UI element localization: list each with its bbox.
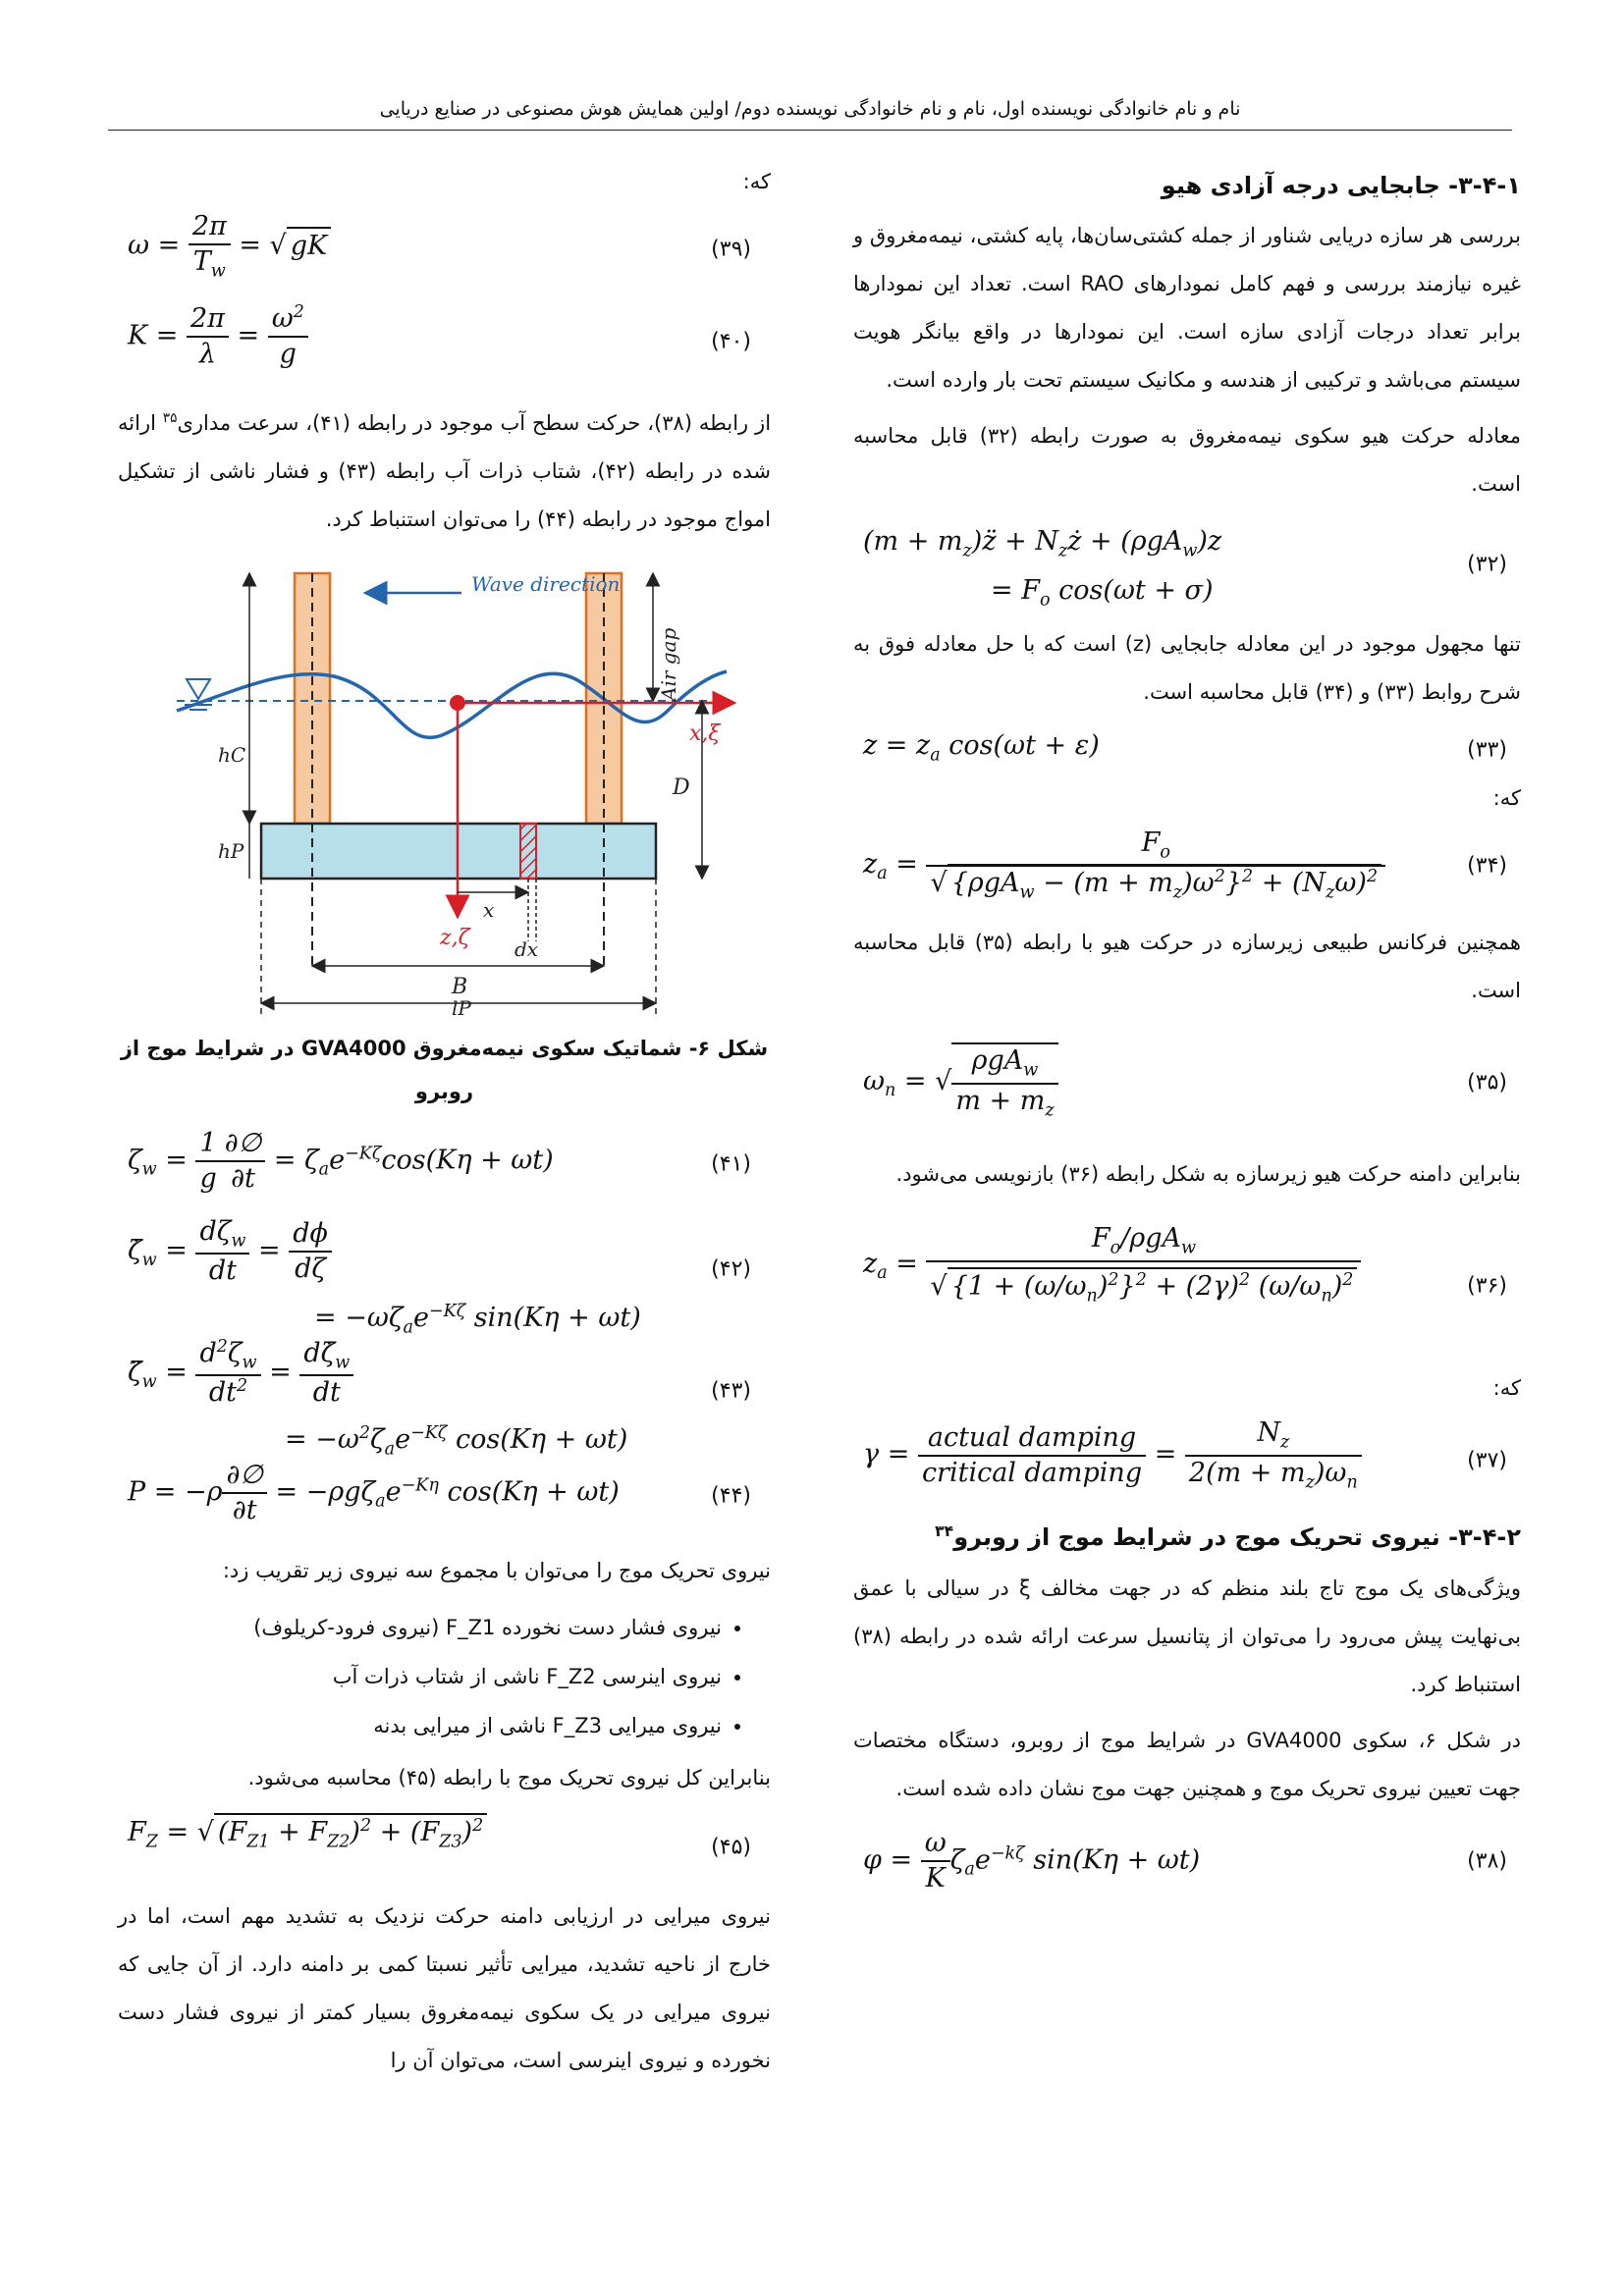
paragraph-three-forces: نیروی تحریک موج را می‌توان با مجموع سه نیروی زیر تقریب زد:: [222, 1559, 771, 1582]
equation-number-44: (۴۴): [711, 1483, 751, 1509]
strip-dx: [520, 824, 536, 879]
water-level-symbol: [187, 679, 210, 699]
paragraph-figure6-ref: در شکل ۶، سکوی GVA4000 در شرایط موج از روبرو، دستگاه مختصات جهت تعیین نیروی تحریک موج و همچنین جهت موج نشان داده شده است.: [853, 1728, 1521, 1800]
label-D: D: [673, 775, 690, 800]
paragraph-unknown-z: تنها مجهول موجود در این معادله جابجایی (z) است که با حل معادله فوق به شرح روابط (۳۳) و (۳۴) قابل محاسبه است.: [853, 632, 1521, 705]
equation-number-32: (۳۲): [1467, 552, 1507, 577]
paragraph-heave-equation-intro: معادله حرکت هیو سکوی نیمه‌مغروق به صورت رابطه (۳۲) قابل محاسبه است.: [853, 424, 1522, 497]
equation-number-45: (۴۵): [711, 1835, 751, 1860]
equation-36: $z_a$ = $F_o/\rho gA_w$ √ $\{1 + (\omega/\omega_n)^2\}^2 + (2\gamma)^2$ $(\omega/\omega_n)^2$ (۳۶): [863, 1223, 1507, 1307]
equation-number-36: (۳۶): [1467, 1273, 1507, 1299]
equation-32: $(m + m_z)z̈$ + $N_zż + (\rho gA_w)z$ = $F_o$ cos(ωt + σ) (۳۲): [863, 526, 1507, 611]
paragraph-wave-potential: ویژگی‌های یک موج تاج بلند منظم که در جهت مخالف ξ در سیالی با عمق بی‌نهایت پیش می‌رود را می‌توان از پتانسیل سرعت ارائه شده در رابطه (۳۸) استنباط کرد.: [853, 1575, 1521, 1696]
equation-39: ω = $\frac{2\pi}{T_w}$ = √ gK (۳۹): [128, 211, 751, 282]
section-heading-3-4-2: [853, 1519, 1521, 1556]
equation-number-40: (۴۰): [711, 329, 751, 354]
equation-40: K = $\frac{2\pi}{\lambda}$ = $\frac{\omega^2}{g}$ (۴۰): [128, 302, 751, 369]
text-ke-1: که:: [1492, 786, 1521, 811]
label-x: x: [483, 898, 495, 922]
equation-35: $\omega_n$ = √ ρgA$_w$ $m + m_z$ (۳۵): [853, 1029, 1521, 1137]
label-hc: hC: [218, 743, 246, 767]
heading-3-4-2-text: ۳-۴-۲- نیروی تحریک موج در شرایط موج از روبرو: [953, 1523, 1521, 1552]
paragraph-derived-b: ارائه شده در رابطه (۴۲)، شتاب ذرات آب رابطه (۴۳) و فشار ناشی از تشکیل امواج موجود در رابطه (۴۴) را می‌توان استنباط کرد.: [118, 411, 771, 531]
equation-45: $F_Z$ = √ $(F_{Z1} + F_{Z2})^2 + (F_{Z3})^2$ (۴۵): [118, 1816, 771, 1879]
paragraph-derived-a: از رابطه (۳۸)، حرکت سطح آب موجود در رابطه (۴۱)، سرعت مداری: [177, 411, 772, 435]
equation-38: φ = $\frac{\omega}{K}$ $\zeta_ae^{-k\zeta}$ sin(Kη + ωt) (۳۸): [863, 1827, 1507, 1894]
label-dx: dx: [514, 937, 539, 961]
equation-number-42: (۴۲): [711, 1256, 751, 1282]
label-x-xi: x,ξ: [689, 721, 721, 746]
force-list: [118, 1603, 771, 1750]
equation-41: $\zeta_w$ = $\frac{1}{g}$ ∂∅ ∂t = $\zeta_ae^{-K\zeta}\cos(K\eta + \omega t)$ (۴۱): [128, 1128, 751, 1194]
section-heading-3-4-1: ۳-۴-۱- جابجایی درجه آزادی هیو: [1161, 172, 1521, 199]
equation-43: $\zetä_w$ = $\frac{d^2\zeta_w}{dt^2}$ = $\frac{d\zetȧ_w}{dt}$ = $-\omega^2\zeta_ae^{-K\zeta}$ cos(Kη + ωt) (۴۳): [128, 1337, 751, 1460]
figure-6-schematic: [118, 554, 771, 1015]
list-item: • نیروی میرایی F_Z3 ناشی از میرایی بدنه: [118, 1701, 722, 1750]
equation-34: $z_a$ = $F_o$ √ $\{\rho gA_w - (m + m_z)\omega^2\}^2 + (N_z\omega)^2$ (۳۴): [863, 828, 1507, 903]
equation-44: P = −ρ ∂∅ ∂t = $-\rho g\zeta_ae^{-K\eta}$ cos(Kη + ωt) (۴۴): [128, 1460, 751, 1525]
text-ke-2: که:: [1492, 1376, 1521, 1401]
equation-number-38: (۳۸): [1467, 1848, 1507, 1874]
list-item: • نیروی اینرسی F_Z2 ناشی از شتاب ذرات آب: [118, 1652, 722, 1701]
equation-37: γ = actual damping critical damping = $\frac{N_z}{2(m + m_z)\omega_n}$ (۳۷): [863, 1417, 1507, 1493]
footnote-34: ۳۴: [935, 1522, 954, 1541]
label-z-zeta: z,ζ: [440, 926, 470, 950]
figure-6: [118, 554, 771, 1019]
equation-number-35: (۳۵): [1467, 1070, 1507, 1095]
paragraph-rao: بررسی هر سازه دریایی شناور از جمله کشتی‌سان‌ها، پایه کشتی، نیمه‌مغروق و غیره نیازمند بررسی و فهم کامل نمودارهای RAO است. تعداد این نمودارها برابر تعداد درجات آزادی سازه است. این نمودارها در واقع بیانگر هویت سیستم می‌باشد و ترکیبی از هندسه و مکانیک سیستم تحت بار وارده است.: [853, 224, 1521, 393]
equation-number-43: (۴۳): [711, 1378, 751, 1404]
label-wave-direction: Wave direction: [471, 572, 621, 596]
running-header: نام و نام خانوادگی نویسنده اول، نام و نام خانوادگی نویسنده دوم/ اولین همایش هوش مصنوعی در صنایع دریایی: [108, 98, 1512, 131]
paragraph-heave-amplitude: بنابراین دامنه حرکت هیو زیرسازه به شکل رابطه (۳۶) بازنویسی می‌شود.: [895, 1162, 1521, 1187]
equation-33: $z = z_a$ cos(ωt + ε) (۳۳): [863, 730, 1507, 766]
label-B: B: [452, 975, 468, 999]
paragraph-total-force: بنابراین کل نیروی تحریک موج با رابطه (۴۵) محاسبه می‌شود.: [247, 1766, 771, 1789]
list-item: • نیروی فشار دست نخورده F_Z1 (نیروی فرود-کریلوف): [118, 1603, 722, 1652]
label-air-gap: Air gap: [657, 627, 680, 701]
footnote-35: ۳۵: [162, 410, 178, 426]
left-column: [118, 167, 771, 2093]
equation-number-41: (۴۱): [711, 1151, 751, 1177]
right-column: [853, 157, 1521, 1909]
equation-number-33: (۳۳): [1467, 737, 1507, 763]
paragraph-natural-frequency: همچنین فرکانس طبیعی زیرسازه در حرکت هیو با رابطه (۳۵) قابل محاسبه است.: [853, 931, 1522, 1003]
text-ke-3: که:: [742, 170, 771, 193]
equation-number-39: (۳۹): [711, 237, 751, 262]
paragraph-derived-quantities: [118, 395, 771, 544]
label-hp: hP: [218, 839, 244, 863]
equation-42: $\zetȧ_w$ = $d\zeta_w$ dt = $\frac{d\phi}{d\zeta}$ = $-\omega\zeta_ae^{-K\zeta}$ sin(Kη + ωt) (۴۲): [128, 1216, 751, 1338]
figure-6-caption: شکل ۶- شماتیک سکوی نیمه‌مغروق GVA4000 در شرایط موج از روبرو: [120, 1037, 769, 1103]
equation-number-34: (۳۴): [1467, 853, 1507, 879]
label-lp: lP: [452, 996, 471, 1015]
paragraph-damping-force: نیروی میرایی در ارزیابی دامنه حرکت نزدیک به تشدید مهم است، اما در خارج از ناحیه تشدید، میرایی تأثیر نسبتا کمی بر دامنه دارد. از آن جایی که نیروی میرایی در یک سکوی نیمه‌مغروق بسیار کمتر از نیروی فشار دست نخورده و نیروی اینرسی است، می‌توان آن را: [118, 1904, 771, 2072]
equation-number-37: (۳۷): [1467, 1448, 1507, 1473]
